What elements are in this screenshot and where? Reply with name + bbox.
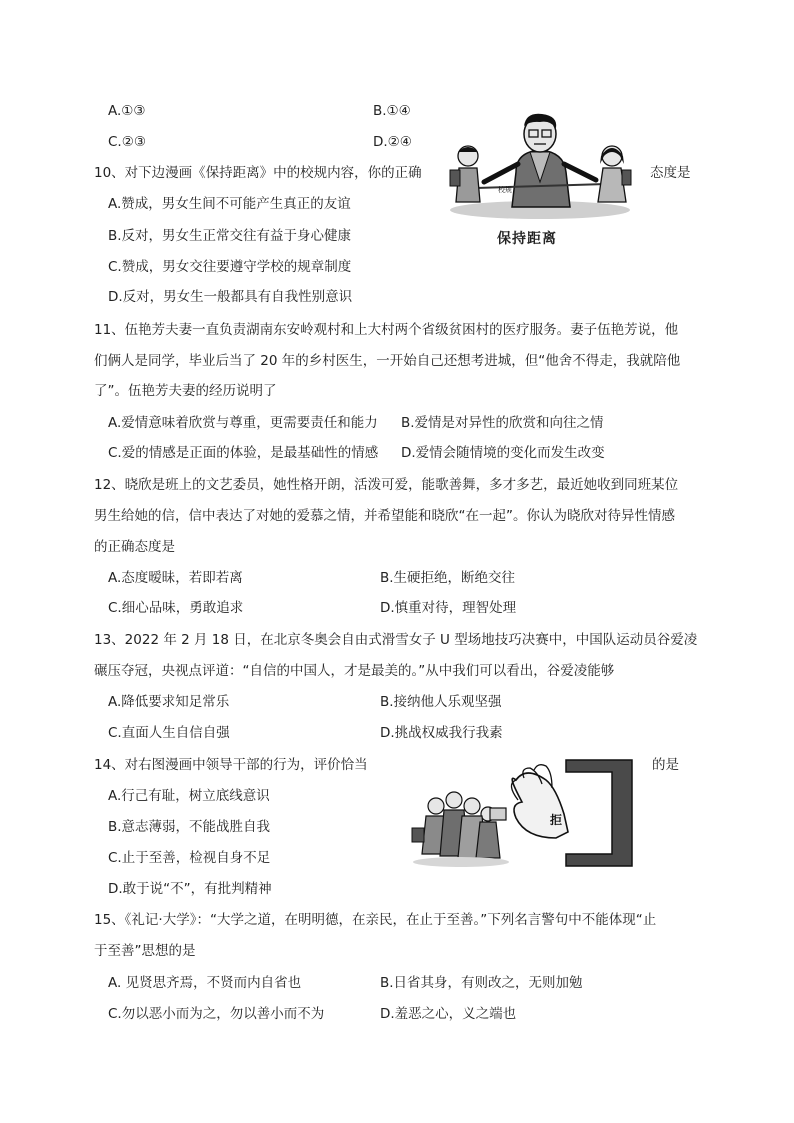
cartoon-keep-distance [446, 112, 634, 220]
q14-stem-before: 14、对右图漫画中领导干部的行为，评价恰当 [94, 757, 368, 773]
q9-option-a: A.①③ [108, 103, 146, 119]
q12-option-d: D.慎重对待，理智处理 [380, 600, 517, 616]
q13-stem-line-2: 碾压夺冠，央视点评道：“自信的中国人，才是最美的。”从中我们可以看出，谷爱凌能够 [94, 663, 615, 679]
cartoon-hand-text: 拒 [550, 813, 563, 827]
q10-stem-before: 10、对下边漫画《保持距离》中的校规内容，你的正确 [94, 165, 422, 181]
q11-stem-line-1: 11、伍艳芳夫妻一直负责湖南东安岭观村和上大村两个省级贫困村的医疗服务。妻子伍艳芳说，他 [94, 322, 679, 338]
q10-option-a: A.赞成，男女生间不可能产生真正的友谊 [108, 196, 351, 212]
q12-stem-line-2: 男生给她的信，信中表达了对她的爱慕之情，并希望能和晓欣“在一起”。你认为晓欣对待异性情感 [94, 508, 675, 524]
q12-option-a: A.态度暧昧，若即若离 [108, 570, 243, 586]
q12-stem-line-1: 12、晓欣是班上的文艺委员，她性格开朗，活泼可爱，能歌善舞，多才多艺，最近她收到同班某位 [94, 477, 679, 493]
cartoon-caption: 保持距离 [497, 231, 557, 247]
q14-option-b: B.意志薄弱，不能战胜自我 [108, 819, 271, 835]
q14-stem-after: 的是 [652, 757, 679, 773]
q9-option-c: C.②③ [108, 134, 146, 150]
q12-stem-line-3: 的正确态度是 [94, 539, 175, 555]
q14-option-c: C.止于至善，检视自身不足 [108, 850, 271, 866]
q13-option-d: D.挑战权威我行我素 [380, 725, 503, 741]
q11-option-a: A.爱情意味着欣赏与尊重，更需要责任和能力 [108, 415, 378, 431]
q10-option-c: C.赞成，男女交往要遵守学校的规章制度 [108, 259, 352, 275]
q15-stem-line-2: 于至善”思想的是 [94, 943, 196, 959]
q11-stem-line-3: 了”。伍艳芳夫妻的经历说明了 [94, 383, 277, 399]
q11-option-b: B.爱情是对异性的欣赏和向往之情 [401, 415, 604, 431]
q15-option-c: C.勿以恶小而为之，勿以善小而不为 [108, 1006, 325, 1022]
q13-stem-line-1: 13、2022 年 2 月 18 日，在北京冬奥会自由式滑雪女子 U 型场地技巧决赛中，中国队运动员谷爱凌 [94, 632, 698, 648]
q10-option-b: B.反对，男女生正常交往有益于身心健康 [108, 228, 352, 244]
q12-option-b: B.生硬拒绝，断绝交往 [380, 570, 516, 586]
cartoon-sign-text: 校规 [498, 186, 512, 194]
q15-stem-line-1: 15、《礼记·大学》：“大学之道，在明明德，在亲民，在止于至善。”下列名言警句中不能体现“止 [94, 912, 657, 928]
q13-option-a: A.降低要求知足常乐 [108, 694, 230, 710]
q13-option-b: B.接纳他人乐观坚强 [380, 694, 502, 710]
q10-stem-after: 态度是 [650, 165, 691, 181]
q15-option-d: D.羞恶之心，义之端也 [380, 1006, 517, 1022]
q13-option-c: C.直面人生自信自强 [108, 725, 230, 741]
q10-option-d: D.反对，男女生一般都具有自我性别意识 [108, 289, 353, 305]
cartoon-refuse [406, 758, 642, 870]
q14-option-a: A.行己有耻，树立底线意识 [108, 788, 270, 804]
q11-option-d: D.爱情会随情境的变化而发生改变 [401, 445, 605, 461]
q12-option-c: C.细心品味，勇敢追求 [108, 600, 244, 616]
q9-option-b: B.①④ [373, 103, 411, 119]
q14-option-d: D.敢于说“不”，有批判精神 [108, 881, 272, 897]
q11-option-c: C.爱的情感是正面的体验，是最基础性的情感 [108, 445, 379, 461]
q15-option-a: A. 见贤思齐焉，不贤而内自省也 [108, 975, 302, 991]
q15-option-b: B.日省其身，有则改之，无则加勉 [380, 975, 583, 991]
q11-stem-line-2: 们俩人是同学，毕业后当了 20 年的乡村医生，一开始自己还想考进城，但“他舍不得走，我就陪他 [94, 353, 681, 369]
q9-option-d: D.②④ [373, 134, 412, 150]
